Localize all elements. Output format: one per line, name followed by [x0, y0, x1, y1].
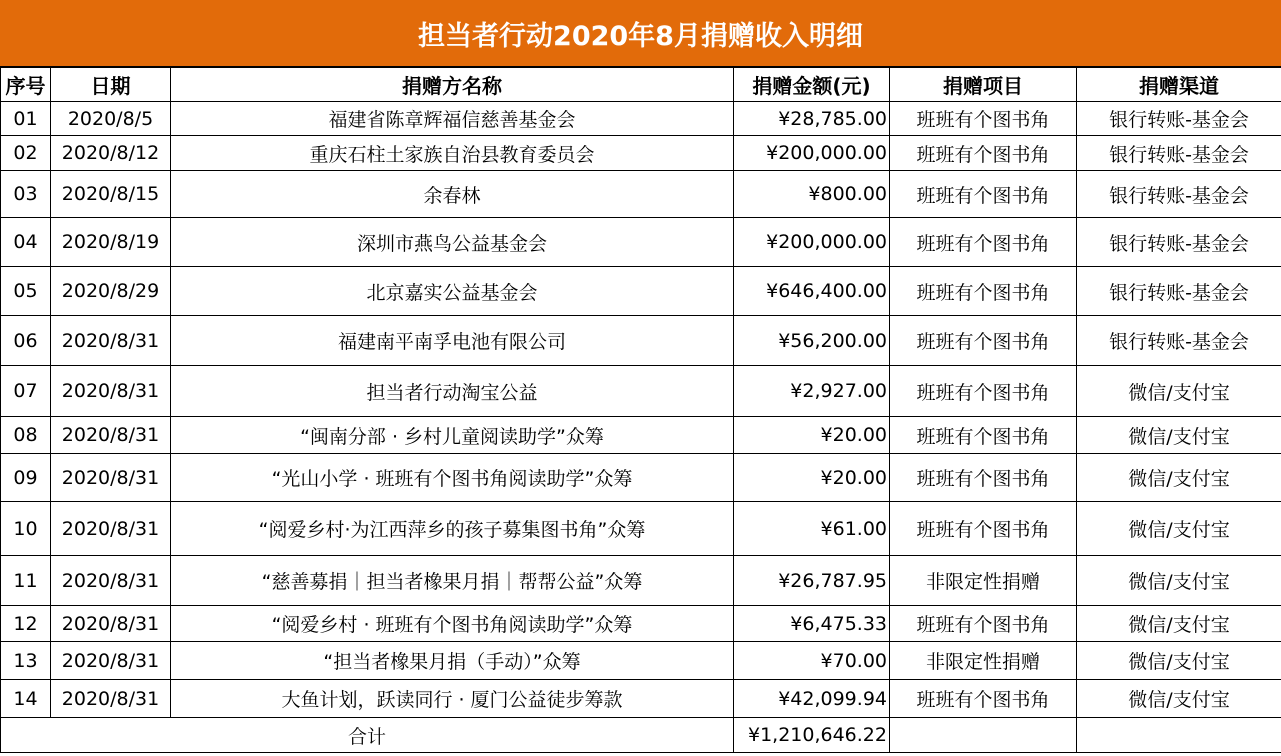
cell-project[interactable]: 班班有个图书角 [890, 606, 1077, 642]
header-donor[interactable]: 捐赠方名称 [171, 68, 734, 102]
cell-amount[interactable]: ¥200,000.00 [734, 218, 890, 267]
cell-seq[interactable]: 13 [1, 642, 51, 680]
cell-amount[interactable]: ¥20.00 [734, 417, 890, 454]
cell-seq[interactable]: 01 [1, 102, 51, 136]
cell-project[interactable]: 班班有个图书角 [890, 366, 1077, 417]
cell-seq[interactable]: 08 [1, 417, 51, 454]
cell-channel[interactable]: 微信/支付宝 [1077, 556, 1281, 606]
table-row [1, 454, 1281, 502]
table-row [1, 102, 1281, 136]
cell-amount[interactable]: ¥200,000.00 [734, 136, 890, 171]
cell-channel[interactable]: 微信/支付宝 [1077, 606, 1281, 642]
cell-amount[interactable]: ¥20.00 [734, 454, 890, 502]
cell-channel[interactable]: 银行转账-基金会 [1077, 267, 1281, 316]
cell-seq[interactable]: 04 [1, 218, 51, 267]
cell-amount[interactable]: ¥28,785.00 [734, 102, 890, 136]
cell-donor[interactable]: 大鱼计划，跃读同行 · 厦门公益徒步筹款 [171, 680, 734, 718]
cell-seq[interactable]: 02 [1, 136, 51, 171]
cell-seq[interactable]: 11 [1, 556, 51, 606]
cell-project[interactable]: 班班有个图书角 [890, 417, 1077, 454]
cell-amount[interactable]: ¥70.00 [734, 642, 890, 680]
cell-amount[interactable]: ¥61.00 [734, 502, 890, 556]
total-label[interactable]: 合计 [1, 718, 734, 753]
table-row [1, 417, 1281, 454]
cell-project[interactable]: 班班有个图书角 [890, 102, 1077, 136]
cell-date[interactable]: 2020/8/31 [51, 366, 171, 417]
cell-project[interactable]: 班班有个图书角 [890, 267, 1077, 316]
cell-channel[interactable]: 微信/支付宝 [1077, 502, 1281, 556]
cell-donor[interactable]: 北京嘉实公益基金会 [171, 267, 734, 316]
cell-amount[interactable]: ¥56,200.00 [734, 316, 890, 366]
table-row [1, 136, 1281, 171]
cell-project[interactable]: 班班有个图书角 [890, 316, 1077, 366]
cell-date[interactable]: 2020/8/31 [51, 556, 171, 606]
cell-project[interactable]: 班班有个图书角 [890, 218, 1077, 267]
total-empty-channel[interactable] [1077, 718, 1281, 753]
header-date[interactable]: 日期 [51, 68, 171, 102]
table-row [1, 502, 1281, 556]
cell-seq[interactable]: 14 [1, 680, 51, 718]
cell-channel[interactable]: 银行转账-基金会 [1077, 316, 1281, 366]
cell-channel[interactable]: 银行转账-基金会 [1077, 102, 1281, 136]
cell-amount[interactable]: ¥800.00 [734, 171, 890, 218]
cell-donor[interactable]: “慈善募捐｜担当者橡果月捐｜帮帮公益”众筹 [171, 556, 734, 606]
cell-seq[interactable]: 09 [1, 454, 51, 502]
cell-seq[interactable]: 06 [1, 316, 51, 366]
total-row [1, 718, 1281, 753]
cell-donor[interactable]: 余春林 [171, 171, 734, 218]
table-row [1, 316, 1281, 366]
cell-amount[interactable]: ¥6,475.33 [734, 606, 890, 642]
cell-donor[interactable]: 福建省陈章辉福信慈善基金会 [171, 102, 734, 136]
table-row [1, 556, 1281, 606]
cell-seq[interactable]: 07 [1, 366, 51, 417]
cell-donor[interactable]: 福建南平南孚电池有限公司 [171, 316, 734, 366]
cell-date[interactable]: 2020/8/31 [51, 642, 171, 680]
cell-channel[interactable]: 微信/支付宝 [1077, 366, 1281, 417]
cell-date[interactable]: 2020/8/15 [51, 171, 171, 218]
cell-date[interactable]: 2020/8/31 [51, 316, 171, 366]
cell-seq[interactable]: 05 [1, 267, 51, 316]
cell-project[interactable]: 非限定性捐赠 [890, 642, 1077, 680]
header-amount[interactable]: 捐赠金额(元) [734, 68, 890, 102]
cell-date[interactable]: 2020/8/31 [51, 454, 171, 502]
cell-project[interactable]: 班班有个图书角 [890, 502, 1077, 556]
cell-donor[interactable]: “阅爱乡村·为江西萍乡的孩子募集图书角”众筹 [171, 502, 734, 556]
cell-amount[interactable]: ¥646,400.00 [734, 267, 890, 316]
cell-project[interactable]: 非限定性捐赠 [890, 556, 1077, 606]
cell-seq[interactable]: 03 [1, 171, 51, 218]
cell-date[interactable]: 2020/8/5 [51, 102, 171, 136]
cell-channel[interactable]: 微信/支付宝 [1077, 454, 1281, 502]
table-row [1, 366, 1281, 417]
header-project[interactable]: 捐赠项目 [890, 68, 1077, 102]
donation-table [0, 67, 1281, 753]
cell-date[interactable]: 2020/8/12 [51, 136, 171, 171]
table-row [1, 606, 1281, 642]
cell-donor[interactable]: “光山小学 · 班班有个图书角阅读助学”众筹 [171, 454, 734, 502]
cell-date[interactable]: 2020/8/31 [51, 502, 171, 556]
cell-channel[interactable]: 微信/支付宝 [1077, 680, 1281, 718]
table-row [1, 642, 1281, 680]
cell-donor[interactable]: 深圳市燕鸟公益基金会 [171, 218, 734, 267]
cell-amount[interactable]: ¥42,099.94 [734, 680, 890, 718]
header-row [1, 68, 1281, 102]
table-row [1, 171, 1281, 218]
cell-project[interactable]: 班班有个图书角 [890, 136, 1077, 171]
total-empty-project[interactable] [890, 718, 1077, 753]
sheet-title: 担当者行动2020年8月捐赠收入明细 [0, 0, 1281, 67]
cell-channel[interactable]: 微信/支付宝 [1077, 642, 1281, 680]
header-seq[interactable]: 序号 [1, 68, 51, 102]
cell-seq[interactable]: 12 [1, 606, 51, 642]
cell-donor[interactable]: “担当者橡果月捐（手动）”众筹 [171, 642, 734, 680]
cell-project[interactable]: 班班有个图书角 [890, 171, 1077, 218]
cell-date[interactable]: 2020/8/31 [51, 680, 171, 718]
cell-amount[interactable]: ¥26,787.95 [734, 556, 890, 606]
cell-amount[interactable]: ¥2,927.00 [734, 366, 890, 417]
header-channel[interactable]: 捐赠渠道 [1077, 68, 1281, 102]
cell-date[interactable]: 2020/8/29 [51, 267, 171, 316]
table-row [1, 680, 1281, 718]
cell-date[interactable]: 2020/8/19 [51, 218, 171, 267]
cell-seq[interactable]: 10 [1, 502, 51, 556]
cell-donor[interactable]: “闽南分部 · 乡村儿童阅读助学”众筹 [171, 417, 734, 454]
total-amount[interactable]: ¥1,210,646.22 [734, 718, 890, 753]
cell-channel[interactable]: 银行转账-基金会 [1077, 171, 1281, 218]
cell-date[interactable]: 2020/8/31 [51, 606, 171, 642]
table-row [1, 218, 1281, 267]
cell-project[interactable]: 班班有个图书角 [890, 454, 1077, 502]
table-row [1, 267, 1281, 316]
cell-project[interactable]: 班班有个图书角 [890, 680, 1077, 718]
cell-donor[interactable]: 重庆石柱土家族自治县教育委员会 [171, 136, 734, 171]
cell-donor[interactable]: “阅爱乡村 · 班班有个图书角阅读助学”众筹 [171, 606, 734, 642]
cell-channel[interactable]: 银行转账-基金会 [1077, 136, 1281, 171]
cell-channel[interactable]: 银行转账-基金会 [1077, 218, 1281, 267]
cell-donor[interactable]: 担当者行动淘宝公益 [171, 366, 734, 417]
cell-channel[interactable]: 微信/支付宝 [1077, 417, 1281, 454]
cell-date[interactable]: 2020/8/31 [51, 417, 171, 454]
